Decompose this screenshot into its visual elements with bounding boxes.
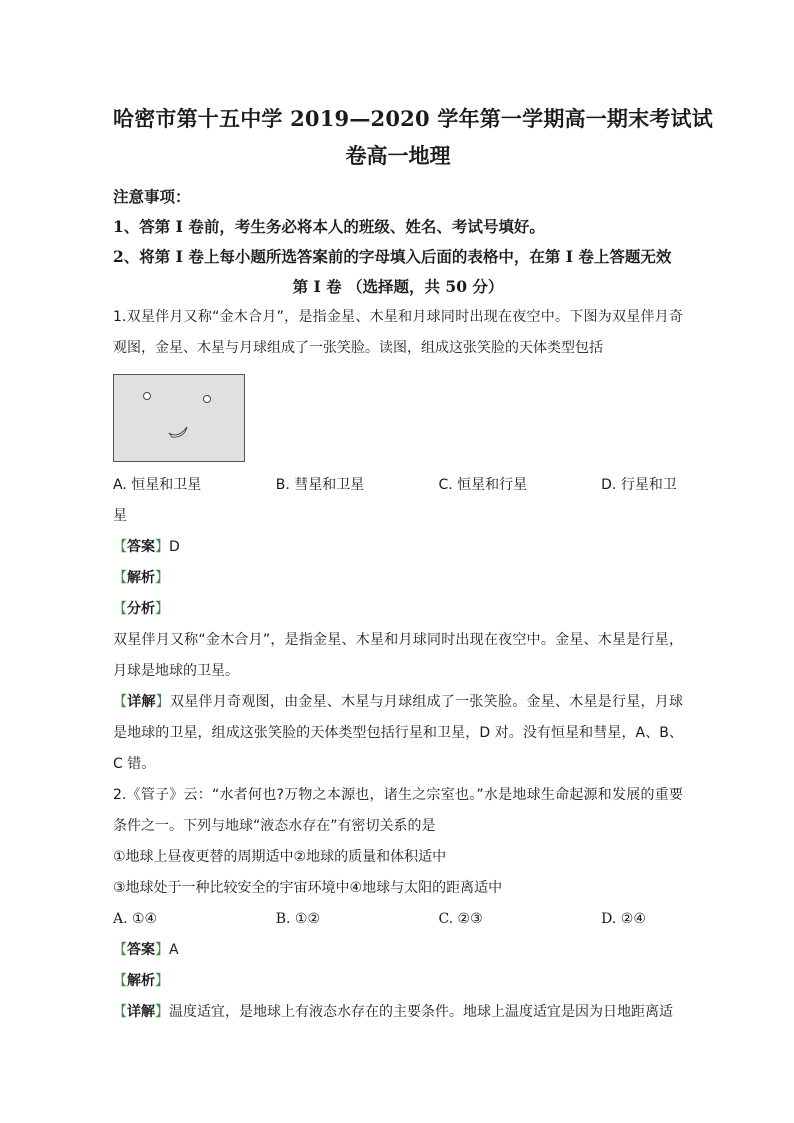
q2-detail: 【详解】温度适宜，是地球上有液态水存在的主要条件。地球上温度适宜是因为日地距离适	[113, 1004, 673, 1020]
document-page	[113, 100, 713, 1028]
venus-icon	[144, 393, 151, 400]
title-line-2: 卷高一地理	[345, 143, 451, 168]
q2-option-a[interactable]: A. ①④	[113, 911, 158, 927]
smiley-figure	[113, 374, 245, 462]
notice-heading: 注意事项：	[113, 187, 191, 206]
q1-option-c[interactable]: C. 恒星和行星	[438, 477, 528, 493]
q1-option-d-wrap: 星	[113, 508, 127, 524]
q2-stem: 2.《管子》云：“水者何也?万物之本源也，诸生之宗室也。”水是地球生命起源和发展的重要条件之一。下列与地球“液态水存在”有密切关系的是	[113, 787, 683, 834]
q1-detail: 【详解】双星伴月奇观图，由金星、木星与月球组成了一张笑脸。金星、木星是行星，月球是地球的卫星，组成这张笑脸的天体类型包括行星和卫星，D 对。没有恒星和彗星，A、B、C 错。	[113, 694, 684, 772]
notice-item-1: 1、答第 I 卷前，考生务必将本人的班级、姓名、考试号填好。	[113, 217, 545, 236]
q2-option-b[interactable]: B. ①②	[275, 911, 321, 927]
jupiter-icon	[204, 396, 211, 403]
q1-option-d[interactable]: D. 行星和卫	[601, 477, 677, 493]
q1-stem: 1.双星伴月又称“金木合月”，是指金星、木星和月球同时出现在夜空中。下图为双星伴月奇观图，金星、木星与月球组成了一张笑脸。读图，组成这张笑脸的天体类型包括	[113, 309, 683, 356]
q2-answer: 【答案】A	[113, 942, 179, 958]
title-line-1: 哈密市第十五中学 2019—2020 学年第一学期高一期末考试试	[113, 106, 713, 131]
smiley-face-icon	[114, 375, 244, 461]
page-title	[113, 100, 713, 174]
section-title: 第 I 卷 （选择题，共 50 分）	[292, 277, 504, 296]
notice-item-2: 2、将第 I 卷上每小题所选答案前的字母填入后面的表格中，在第 I 卷上答题无效	[113, 247, 672, 266]
q1-fenxi-text: 双星伴月又称“金木合月”，是指金星、木星和月球同时出现在夜空中。金星、木星是行星，月球是地球的卫星。	[113, 632, 683, 679]
q1-fenxi-label: 【分析】	[113, 601, 169, 617]
q2-item-2: ③地球处于一种比较安全的宇宙环境中④地球与太阳的距离适中	[113, 880, 503, 896]
q1-options	[113, 470, 683, 501]
moon-crescent-icon	[169, 427, 187, 437]
q2-options	[113, 904, 683, 935]
q1-option-b[interactable]: B. 彗星和卫星	[275, 477, 365, 493]
q2-option-d[interactable]: D. ②④	[601, 911, 646, 927]
q1-analysis-label: 【解析】	[113, 570, 169, 586]
q2-item-1: ①地球上昼夜更替的周期适中②地球的质量和体积适中	[113, 849, 447, 865]
q1-option-a[interactable]: A. 恒星和卫星	[113, 477, 202, 493]
q2-option-c[interactable]: C. ②③	[438, 911, 483, 927]
q1-answer: 【答案】D	[113, 539, 180, 555]
q2-analysis-label: 【解析】	[113, 973, 169, 989]
